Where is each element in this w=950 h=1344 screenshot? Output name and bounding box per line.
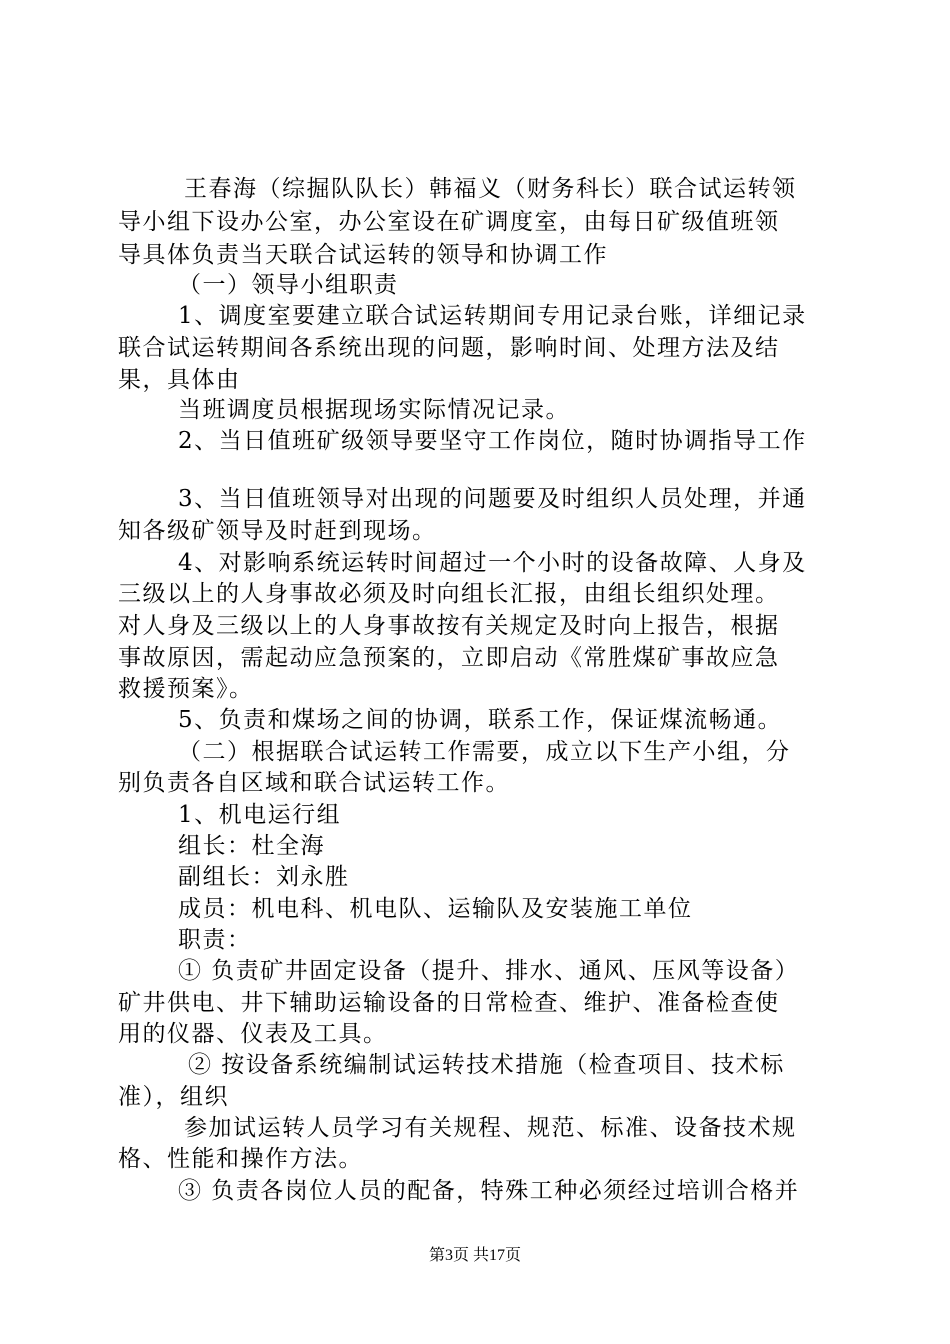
text-line: （一）领导小组职责 bbox=[178, 272, 399, 298]
text-line: 用的仪器、仪表及工具。 bbox=[118, 1021, 388, 1047]
text-line: ③ 负责各岗位人员的配备，特殊工种必须经过培训合格并 bbox=[178, 1178, 800, 1204]
text-line: 准），组织 bbox=[118, 1084, 229, 1110]
text-line: 对人身及三级以上的人身事故按有关规定及时向上报告，根据 bbox=[118, 613, 780, 639]
text-line: 当班调度员根据现场实际情况记录。 bbox=[178, 397, 570, 423]
text-line: 知各级矿领导及时赶到现场。 bbox=[118, 518, 437, 544]
text-line: 成员：机电科、机电队、运输队及安装施工单位 bbox=[178, 896, 693, 922]
text-line: 别负责各自区域和联合试运转工作。 bbox=[118, 770, 510, 796]
text-line: 职责： bbox=[178, 927, 252, 953]
text-line: 果，具体由 bbox=[118, 367, 241, 393]
text-line: 3、当日值班领导对出现的问题要及时组织人员处理，并通 bbox=[178, 486, 807, 512]
text-line: 5、负责和煤场之间的协调，联系工作，保证煤流畅通。 bbox=[178, 707, 783, 733]
text-line: 王春海（综掘队队长）韩福义（财务科长）联合试运转领 bbox=[184, 176, 797, 202]
text-line: 导小组下设办公室，办公室设在矿调度室，由每日矿级值班领 bbox=[118, 209, 780, 235]
text-line: 4、对影响系统运转时间超过一个小时的设备故障、人身及 bbox=[178, 550, 807, 576]
text-line: 组长：杜全海 bbox=[178, 833, 325, 859]
text-line: ② 按设备系统编制试运转技术措施（检查项目、技术标 bbox=[188, 1052, 785, 1078]
text-line: 副组长：刘永胜 bbox=[178, 864, 350, 890]
text-line: 导具体负责当天联合试运转的领导和协调工作 bbox=[118, 242, 608, 268]
text-line: 事故原因，需起动应急预案的，立即启动《常胜煤矿事故应急 bbox=[118, 645, 780, 671]
text-line: 2、当日值班矿级领导要坚守工作岗位，随时协调指导工作 bbox=[178, 428, 807, 454]
text-line: （二）根据联合试运转工作需要，成立以下生产小组，分 bbox=[178, 739, 791, 765]
text-line: 参加试运转人员学习有关规程、规范、标准、设备技术规 bbox=[184, 1115, 797, 1141]
text-line: 矿井供电、井下辅助运输设备的日常检查、维护、准备检查使 bbox=[118, 990, 780, 1016]
text-line: 三级以上的人身事故必须及时向组长汇报，由组长组织处理。 bbox=[118, 581, 780, 607]
page-footer: 第3页 共17页 bbox=[428, 1247, 521, 1264]
text-line: 1、机电运行组 bbox=[178, 802, 342, 828]
text-line: 联合试运转期间各系统出现的问题，影响时间、处理方法及结 bbox=[118, 335, 780, 361]
text-line: 救援预案》。 bbox=[118, 676, 254, 702]
text-line: 1、调度室要建立联合试运转期间专用记录台账，详细记录 bbox=[178, 303, 807, 329]
text-line: 格、性能和操作方法。 bbox=[118, 1146, 363, 1172]
text-line: ① 负责矿井固定设备（提升、排水、通风、压风等设备） bbox=[178, 958, 800, 984]
